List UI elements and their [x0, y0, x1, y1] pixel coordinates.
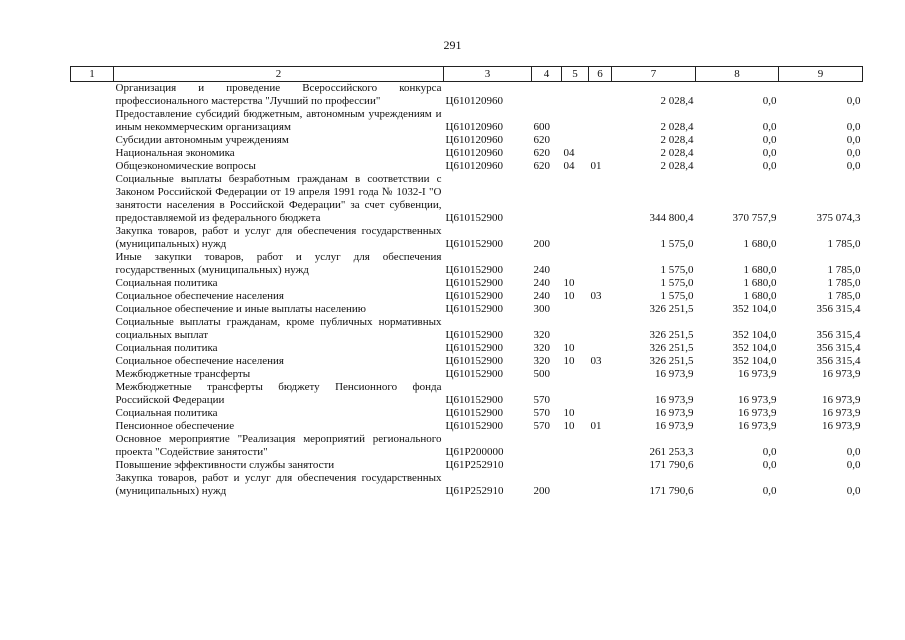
cell-col1 [71, 173, 114, 225]
cell-subsection [589, 316, 612, 342]
cell-target-code: Ц610120960 [445, 160, 503, 172]
cell-subsection [589, 407, 612, 420]
cell-amount-col7: 326 251,5 [649, 342, 694, 354]
cell-amount-col9: 0,0 [846, 459, 861, 471]
table-row [71, 303, 863, 316]
cell-col1 [71, 303, 114, 316]
cell-amount-col9: 1 785,0 [827, 277, 861, 289]
cell-amount-col7: 344 800,4 [649, 212, 694, 224]
cell-section: 04 [563, 160, 575, 172]
cell-target-code: Ц610120960 [445, 134, 503, 146]
cell-amount-col9: 0,0 [846, 446, 861, 458]
cell-target-code: Ц610152900 [445, 368, 503, 380]
cell-col1 [71, 433, 114, 459]
cell-subsection [589, 147, 612, 160]
cell-amount-col8: 16 973,9 [738, 407, 777, 419]
cell-description: Пенсионное обеспечение [115, 420, 235, 432]
cell-amount-col9: 1 785,0 [827, 290, 861, 302]
cell-amount-col9: 0,0 [846, 160, 861, 172]
cell-expense-type: 570 [533, 394, 550, 406]
cell-section [562, 316, 589, 342]
cell-target-code: Ц610152900 [445, 277, 503, 289]
cell-col1 [71, 134, 114, 147]
cell-amount-col7: 171 790,6 [649, 485, 694, 497]
cell-description: Закупка товаров, работ и услуг для обеспечения государственных (муниципальных) нужд [115, 225, 442, 250]
cell-section [562, 251, 589, 277]
table-row [71, 368, 863, 381]
cell-amount-col9: 1 785,0 [827, 238, 861, 250]
cell-col1 [71, 251, 114, 277]
cell-amount-col9: 356 315,4 [816, 342, 861, 354]
cell-amount-col9: 0,0 [846, 95, 861, 107]
cell-expense-type: 200 [533, 238, 550, 250]
cell-subsection [589, 433, 612, 459]
cell-expense-type: 620 [533, 160, 550, 172]
cell-description: Предоставление субсидий бюджетным, автономным учреждениям и иным некоммерческим организациям [115, 108, 442, 133]
cell-section [562, 368, 589, 381]
cell-subsection [589, 82, 612, 109]
cell-col1 [71, 381, 114, 407]
cell-amount-col7: 2 028,4 [660, 134, 694, 146]
cell-description: Социальная политика [115, 407, 218, 419]
cell-col1 [71, 160, 114, 173]
cell-col1 [71, 277, 114, 290]
cell-subsection [589, 134, 612, 147]
cell-description: Общеэкономические вопросы [115, 160, 256, 172]
table-row [71, 355, 863, 368]
cell-expense-type [532, 433, 562, 459]
cell-description: Социальные выплаты безработным гражданам в соответствии с Законом Российской Федерации от 19 апреля 1991 года № 1032-I "О занятости населения в Российской Федерации" за счет субвенции, предоставляемой из федерального бюджета [115, 173, 442, 224]
cell-subsection: 03 [590, 290, 602, 302]
cell-expense-type: 500 [533, 368, 550, 380]
cell-amount-col7: 1 575,0 [660, 238, 694, 250]
cell-expense-type: 200 [533, 485, 550, 497]
cell-section [562, 225, 589, 251]
cell-col1 [71, 368, 114, 381]
cell-section: 10 [563, 342, 575, 354]
cell-amount-col9: 16 973,9 [822, 394, 861, 406]
cell-amount-col9: 0,0 [846, 134, 861, 146]
cell-col1 [71, 147, 114, 160]
cell-target-code: Ц610152900 [445, 420, 503, 432]
cell-subsection [589, 277, 612, 290]
cell-amount-col8: 0,0 [762, 160, 777, 172]
cell-amount-col8: 370 757,9 [732, 212, 777, 224]
cell-amount-col8: 1 680,0 [743, 238, 777, 250]
cell-expense-type: 570 [533, 420, 550, 432]
cell-expense-type: 320 [533, 342, 550, 354]
cell-description: Социальное обеспечение населения [115, 290, 284, 302]
cell-amount-col8: 0,0 [762, 121, 777, 133]
cell-section [562, 433, 589, 459]
cell-amount-col8: 0,0 [762, 95, 777, 107]
cell-subsection [589, 108, 612, 134]
table-row [71, 290, 863, 303]
table-row [71, 225, 863, 251]
cell-description: Закупка товаров, работ и услуг для обеспечения государственных (муниципальных) нужд [115, 472, 442, 497]
cell-section [562, 303, 589, 316]
cell-target-code: Ц610152900 [445, 264, 503, 276]
cell-amount-col9: 356 315,4 [816, 303, 861, 315]
column-header-9: 9 [779, 67, 863, 82]
table-row [71, 147, 863, 160]
cell-section: 10 [563, 355, 575, 367]
cell-amount-col9: 0,0 [846, 147, 861, 159]
table-body [71, 82, 863, 499]
cell-amount-col9: 356 315,4 [816, 329, 861, 341]
cell-description: Социальные выплаты гражданам, кроме публичных нормативных социальных выплат [115, 316, 442, 341]
cell-amount-col8: 0,0 [762, 147, 777, 159]
cell-section [562, 108, 589, 134]
cell-subsection [589, 459, 612, 472]
cell-description: Социальное обеспечение и иные выплаты населению [115, 303, 367, 315]
table-row [71, 459, 863, 472]
cell-col1 [71, 108, 114, 134]
table-row [71, 407, 863, 420]
cell-amount-col7: 16 973,9 [655, 394, 694, 406]
column-header-3: 3 [444, 67, 532, 82]
cell-amount-col8: 352 104,0 [732, 342, 777, 354]
cell-expense-type: 320 [533, 355, 550, 367]
cell-amount-col8: 0,0 [762, 446, 777, 458]
cell-subsection: 03 [590, 355, 602, 367]
cell-target-code: Ц610120960 [445, 147, 503, 159]
cell-amount-col8: 352 104,0 [732, 303, 777, 315]
cell-target-code: Ц610152900 [445, 290, 503, 302]
cell-target-code: Ц61Р252910 [445, 459, 504, 471]
cell-amount-col9: 375 074,3 [816, 212, 861, 224]
cell-amount-col8: 16 973,9 [738, 394, 777, 406]
cell-description: Межбюджетные трансферты [115, 368, 251, 380]
cell-expense-type: 240 [533, 290, 550, 302]
column-header-2: 2 [114, 67, 444, 82]
column-header-4: 4 [532, 67, 562, 82]
cell-amount-col7: 261 253,3 [649, 446, 694, 458]
cell-description: Межбюджетные трансферты бюджету Пенсионного фонда Российской Федерации [115, 381, 442, 406]
table-row [71, 134, 863, 147]
cell-amount-col9: 0,0 [846, 485, 861, 497]
cell-amount-col7: 16 973,9 [655, 407, 694, 419]
cell-description: Субсидии автономным учреждениям [115, 134, 289, 146]
cell-expense-type [532, 173, 562, 225]
cell-col1 [71, 82, 114, 109]
cell-col1 [71, 342, 114, 355]
cell-amount-col9: 1 785,0 [827, 264, 861, 276]
cell-amount-col8: 0,0 [762, 459, 777, 471]
cell-subsection [589, 173, 612, 225]
cell-expense-type: 620 [533, 147, 550, 159]
table-row [71, 108, 863, 134]
table-row [71, 381, 863, 407]
cell-subsection [589, 225, 612, 251]
cell-expense-type: 320 [533, 329, 550, 341]
table-row [71, 316, 863, 342]
table-header [71, 67, 863, 82]
cell-description: Организация и проведение Всероссийского конкурса профессионального мастерства "Лучший по профессии" [115, 82, 442, 107]
cell-amount-col7: 2 028,4 [660, 121, 694, 133]
cell-amount-col7: 2 028,4 [660, 147, 694, 159]
cell-subsection: 01 [590, 160, 602, 172]
budget-table [70, 66, 863, 498]
cell-description: Повышение эффективности службы занятости [115, 459, 335, 471]
cell-target-code: Ц610152900 [445, 329, 503, 341]
table-row [71, 160, 863, 173]
table-row [71, 82, 863, 109]
cell-amount-col8: 0,0 [762, 485, 777, 497]
cell-section [562, 459, 589, 472]
cell-col1 [71, 290, 114, 303]
table-row [71, 472, 863, 498]
cell-target-code: Ц610152900 [445, 342, 503, 354]
cell-col1 [71, 316, 114, 342]
cell-subsection [589, 303, 612, 316]
table-row [71, 251, 863, 277]
cell-target-code: Ц610120960 [445, 95, 503, 107]
cell-col1 [71, 420, 114, 433]
cell-subsection [589, 472, 612, 498]
cell-expense-type [532, 459, 562, 472]
cell-amount-col7: 2 028,4 [660, 95, 694, 107]
cell-expense-type: 240 [533, 264, 550, 276]
table-row [71, 420, 863, 433]
column-header-6: 6 [589, 67, 612, 82]
cell-target-code: Ц610120960 [445, 121, 503, 133]
cell-target-code: Ц610152900 [445, 303, 503, 315]
cell-amount-col7: 2 028,4 [660, 160, 694, 172]
table-row [71, 173, 863, 225]
cell-description: Иные закупки товаров, работ и услуг для обеспечения государственных (муниципальных) нужд [115, 251, 442, 276]
cell-amount-col7: 171 790,6 [649, 459, 694, 471]
cell-expense-type: 620 [533, 134, 550, 146]
cell-amount-col8: 1 680,0 [743, 277, 777, 289]
cell-description: Социальная политика [115, 342, 218, 354]
table-row [71, 342, 863, 355]
cell-amount-col7: 1 575,0 [660, 290, 694, 302]
cell-col1 [71, 355, 114, 368]
cell-amount-col7: 16 973,9 [655, 368, 694, 380]
column-header-7: 7 [612, 67, 696, 82]
cell-amount-col7: 326 251,5 [649, 329, 694, 341]
table-row [71, 433, 863, 459]
column-header-8: 8 [696, 67, 779, 82]
cell-section: 10 [563, 420, 575, 432]
cell-amount-col7: 326 251,5 [649, 303, 694, 315]
cell-col1 [71, 472, 114, 498]
column-header-1: 1 [71, 67, 114, 82]
cell-col1 [71, 225, 114, 251]
cell-amount-col8: 16 973,9 [738, 368, 777, 380]
page-number: 291 [443, 38, 462, 52]
cell-section: 10 [563, 290, 575, 302]
cell-amount-col9: 0,0 [846, 121, 861, 133]
cell-target-code: Ц61Р252910 [445, 485, 504, 497]
cell-subsection [589, 381, 612, 407]
cell-target-code: Ц610152900 [445, 212, 503, 224]
cell-col1 [71, 459, 114, 472]
cell-amount-col8: 16 973,9 [738, 420, 777, 432]
cell-col1 [71, 407, 114, 420]
cell-subsection [589, 342, 612, 355]
cell-amount-col8: 1 680,0 [743, 264, 777, 276]
cell-amount-col9: 356 315,4 [816, 355, 861, 367]
cell-amount-col7: 326 251,5 [649, 355, 694, 367]
cell-amount-col7: 16 973,9 [655, 420, 694, 432]
cell-section [562, 472, 589, 498]
cell-amount-col8: 352 104,0 [732, 355, 777, 367]
cell-amount-col9: 16 973,9 [822, 368, 861, 380]
cell-amount-col7: 1 575,0 [660, 264, 694, 276]
cell-subsection: 01 [590, 420, 602, 432]
cell-section [562, 381, 589, 407]
cell-target-code: Ц610152900 [445, 394, 503, 406]
cell-target-code: Ц610152900 [445, 238, 503, 250]
cell-target-code: Ц61Р200000 [445, 446, 504, 458]
cell-description: Основное мероприятие "Реализация мероприятий регионального проекта "Содействие занятости" [115, 433, 442, 458]
cell-section: 10 [563, 277, 575, 289]
cell-amount-col8: 0,0 [762, 134, 777, 146]
cell-subsection [589, 368, 612, 381]
cell-amount-col8: 1 680,0 [743, 290, 777, 302]
cell-expense-type [532, 82, 562, 109]
cell-expense-type: 300 [533, 303, 550, 315]
cell-description: Социальная политика [115, 277, 218, 289]
cell-section [562, 173, 589, 225]
cell-target-code: Ц610152900 [445, 355, 503, 367]
cell-description: Национальная экономика [115, 147, 235, 159]
cell-section: 10 [563, 407, 575, 419]
cell-section [562, 134, 589, 147]
cell-amount-col7: 1 575,0 [660, 277, 694, 289]
cell-amount-col8: 352 104,0 [732, 329, 777, 341]
table-row [71, 277, 863, 290]
cell-section: 04 [563, 147, 575, 159]
cell-target-code: Ц610152900 [445, 407, 503, 419]
cell-section [562, 82, 589, 109]
cell-amount-col9: 16 973,9 [822, 420, 861, 432]
cell-amount-col9: 16 973,9 [822, 407, 861, 419]
column-header-5: 5 [562, 67, 589, 82]
cell-expense-type: 570 [533, 407, 550, 419]
cell-description: Социальное обеспечение населения [115, 355, 284, 367]
header-row [71, 67, 863, 82]
cell-expense-type: 240 [533, 277, 550, 289]
cell-subsection [589, 251, 612, 277]
cell-expense-type: 600 [533, 121, 550, 133]
